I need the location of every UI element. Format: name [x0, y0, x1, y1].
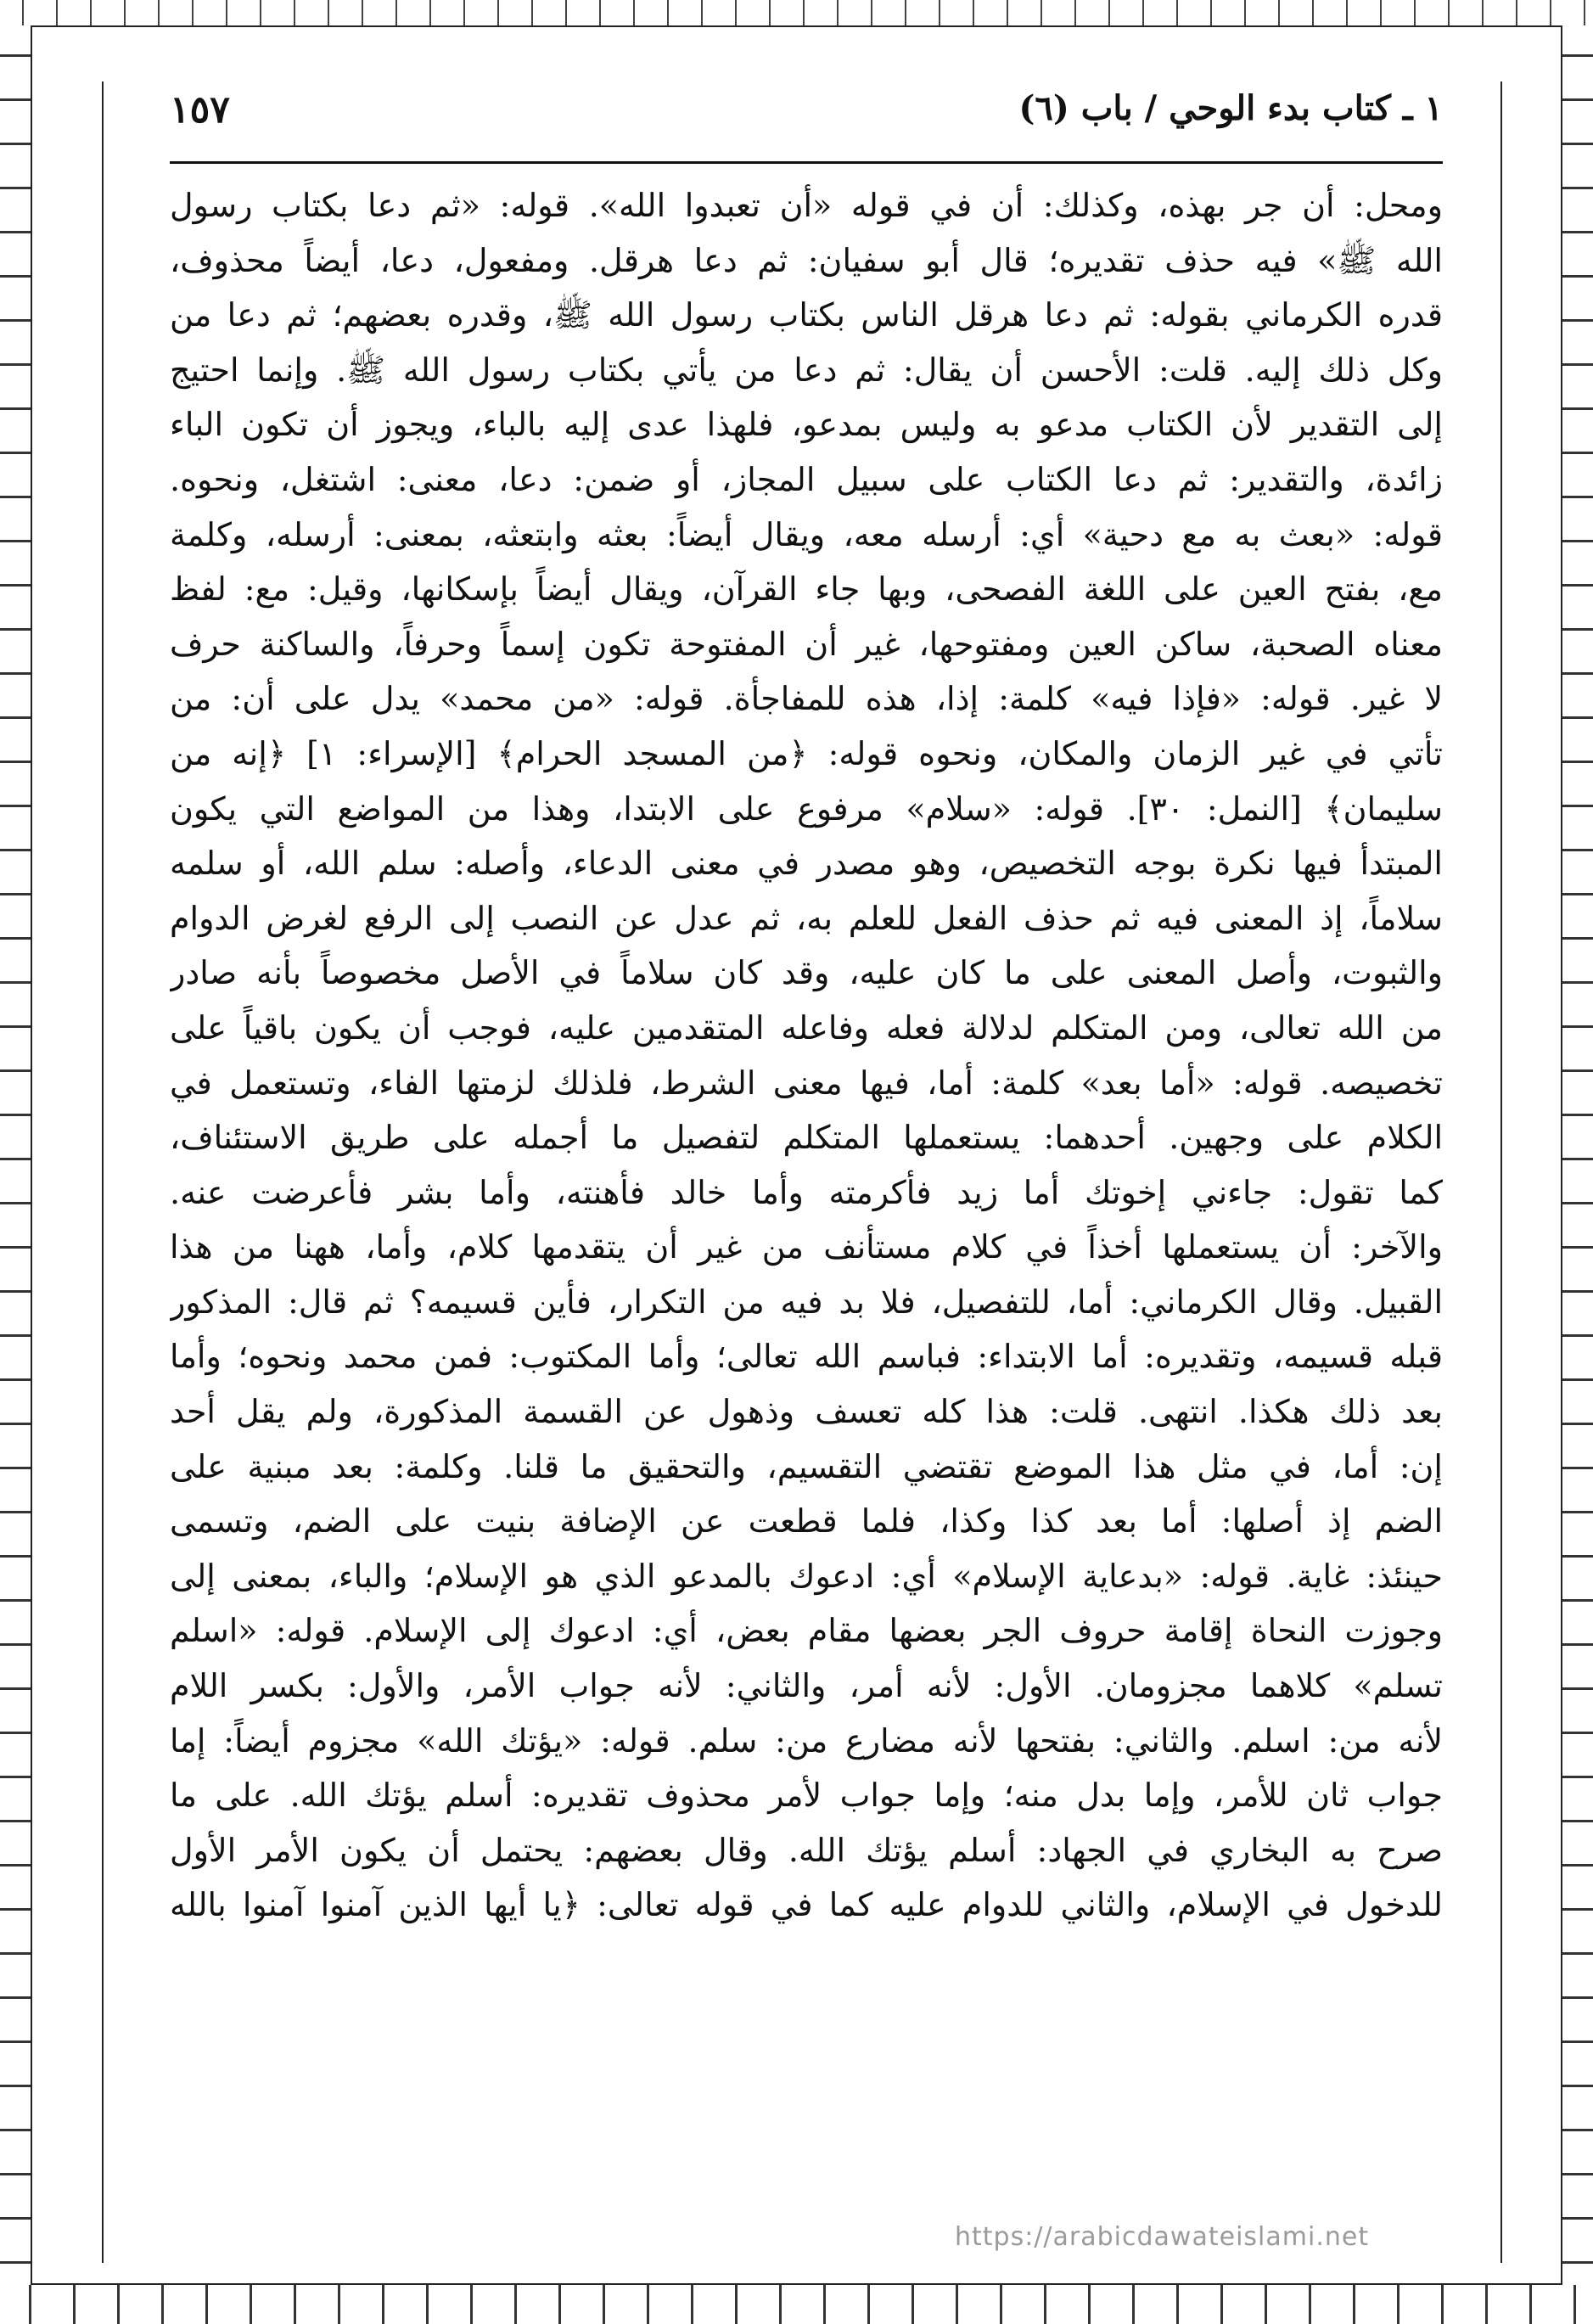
text-line: ومحل: أن جر بهذه، وكذلك: أن في قوله «أن تعبدوا الله». قوله: «ثم دعا بكتاب رسول	[170, 187, 1443, 224]
text-line: الكلام على وجهين. أحدهما: يستعملها المتكلم لتفصيل ما أجمله على طريق الاستئناف،	[170, 1119, 1443, 1157]
text-line: الضم إذ أصلها: أما بعد كذا وكذا، فلما قطعت عن الإضافة بنيت على الضم، وتسمى	[170, 1502, 1443, 1541]
running-head: ١ ـ كتاب بدء الوحي / باب (٦)	[1018, 88, 1443, 128]
page-header	[170, 88, 1443, 148]
header-rule	[170, 161, 1443, 164]
page-number: ١٥٧	[170, 88, 230, 132]
text-line: لأنه من: اسلم. والثاني: بفتحها لأنه مضارع من: سلم. قوله: «يؤتك الله» مجزوم أيضاً: إما	[170, 1721, 1443, 1760]
text-line: زائدة، والتقدير: ثم دعا الكتاب على سبيل المجاز، أو ضمن: دعا، معنى: اشتغل، ونحوه.	[170, 460, 1443, 498]
decorative-border-bottom	[0, 2283, 1593, 2324]
text-line: جواب ثان للأمر، وإما بدل منه؛ وإما جواب لأمر محذوف تقديره: أسلم يؤتك الله. على ما	[170, 1777, 1443, 1815]
text-line: صرح به البخاري في الجهاد: أسلم يؤتك الله. وقال بعضهم: يحتمل أن يكون الأمر الأول	[170, 1831, 1443, 1869]
text-line: إلى التقدير لأن الكتاب مدعو به وليس بمدعو، فلهذا عدى إليه بالباء، ويجوز أن تكون الباء	[170, 406, 1443, 444]
text-line: وكل ذلك إليه. قلت: الأحسن أن يقال: ثم دعا من يأتي بكتاب رسول الله ﷺ. وإنما احتيج	[170, 351, 1443, 389]
text-line: من الله تعالى، ومن المتكلم لدلالة فعله وفاعله المتقدمين عليه، فوجب أن يكون باقياً على	[170, 1008, 1443, 1047]
text-line: بعد ذلك هكذا. انتهى. قلت: هذا كله تعسف وذهول عن القسمة المذكورة، ولم يقل أحد	[170, 1393, 1443, 1431]
text-line: حينئذ: غاية. قوله: «بدعاية الإسلام» أي: ادعوك بالمدعو الذي هو الإسلام؛ والباء، بمعنى إلى	[170, 1557, 1443, 1595]
text-line: سلاماً، إذ المعنى فيه ثم حذف الفعل للعلم به، ثم عدل عن النصب إلى الرفع لغرض الدوام	[170, 899, 1443, 937]
decorative-border-left	[0, 25, 32, 2285]
text-line: تأتي في غير الزمان والمكان، ونحوه قوله: ﴿من المسجد الحرام﴾ [الإسراء: ١] ﴿إنه من	[170, 734, 1443, 772]
text-line: تخصيصه. قوله: «أما بعد» كلمة: أما، فيها معنى الشرط، فلذلك لزمتها الفاء، وتستعمل في	[170, 1064, 1443, 1102]
text-line: سليمان﴾ [النمل: ٣٠]. قوله: «سلام» مرفوع على الابتدا، وهذا من المواضع التي يكون	[170, 789, 1443, 828]
text-line: قبله قسيمه، وتقديره: أما الابتداء: فباسم الله تعالى؛ وأما المكتوب: فمن محمد ونحوه؛ وأما	[170, 1338, 1443, 1376]
decorative-border-right	[1561, 25, 1593, 2285]
body-text	[170, 178, 1443, 1933]
text-line: القبيل. وقال الكرماني: أما، للتفصيل، فلا بد فيه من التكرار، فأين قسيمه؟ ثم قال: المذكور	[170, 1283, 1443, 1321]
text-line: تسلم» كلاهما مجزومان. الأول: لأنه أمر، والثاني: لأنه جواب الأمر، والأول: بكسر اللام	[170, 1667, 1443, 1705]
watermark-url: https://arabicdawateislami.net	[955, 2222, 1370, 2252]
text-line: للدخول في الإسلام، والثاني للدوام عليه كما في قوله تعالى: ﴿يا أيها الذين آمنوا آمنوا بالله	[170, 1886, 1443, 1924]
text-line: والآخر: أن يستعملها أخذاً في كلام مستأنف من غير أن يتقدمها كلام، وأما، ههنا من هذا	[170, 1228, 1443, 1266]
decorative-border-top	[0, 0, 1593, 27]
text-line: قدره الكرماني بقوله: ثم دعا هرقل الناس بكتاب رسول الله ﷺ، وقدره بعضهم؛ ثم دعا من	[170, 296, 1443, 334]
text-line: وجوزت النحاة إقامة حروف الجر بعضها مقام بعض، أي: ادعوك إلى الإسلام. قوله: «اسلم	[170, 1612, 1443, 1650]
text-line: الله ﷺ» فيه حذف تقديره؛ قال أبو سفيان: ثم دعا هرقل. ومفعول، دعا، أيضاً محذوف،	[170, 241, 1443, 279]
text-line: قوله: «بعث به مع دحية» أي: أرسله معه، ويقال أيضاً: بعثه وابتعثه، بمعنى: أرسله، وكلمة	[170, 515, 1443, 553]
text-line: إن: أما، في مثل هذا الموضع تقتضي التقسيم، والتحقيق ما قلنا. وكلمة: بعد مبنية على	[170, 1447, 1443, 1485]
text-line: المبتدأ فيها نكرة بوجه التخصيص، وهو مصدر في معنى الدعاء، وأصله: سلم الله، أو سلمه	[170, 845, 1443, 883]
text-line: معناه الصحبة، ساكن العين ومفتوحها، غير أن المفتوحة تكون إسماً وحرفاً، والساكنة حرف	[170, 625, 1443, 663]
text-line: مع، بفتح العين على اللغة الفصحى، وبها جاء القرآن، ويقال أيضاً بإسكانها، وقيل: مع: لفظ	[170, 570, 1443, 609]
text-line: لا غير. قوله: «فإذا فيه» كلمة: إذا، هذه للمفاجأة. قوله: «من محمد» يدل على أن: من	[170, 680, 1443, 718]
text-line: والثبوت، وأصل المعنى على ما كان عليه، وقد كان سلاماً في الأصل مخصوصاً بأنه صادر	[170, 954, 1443, 992]
text-line: كما تقول: جاءني إخوتك أما زيد فأكرمته وأما خالد فأهنته، وأما بشر فأعرضت عنه.	[170, 1173, 1443, 1211]
